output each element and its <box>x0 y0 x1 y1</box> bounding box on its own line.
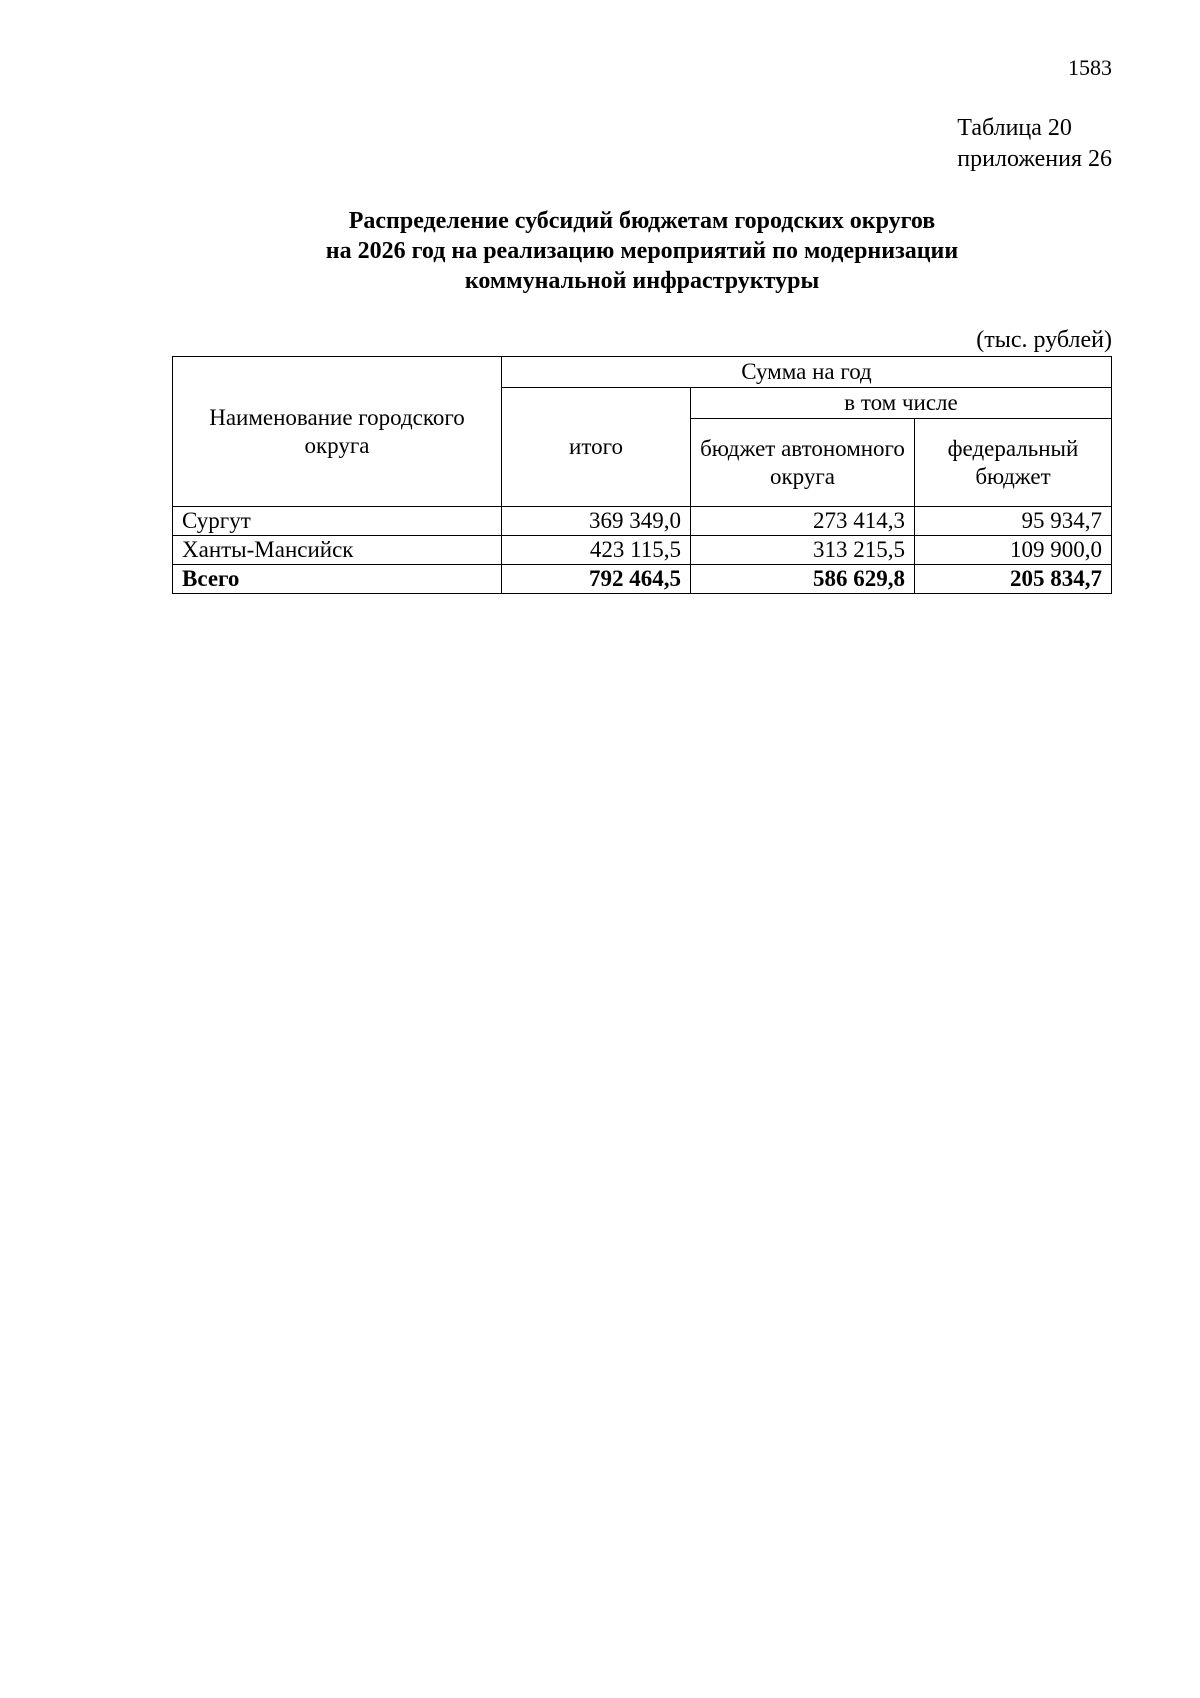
header-sum-year: Сумма на год <box>502 357 1112 388</box>
table-reference <box>957 113 1112 175</box>
document-title-line-1: Распределение субсидий бюджетам городских округов <box>348 208 936 234</box>
unit-note: (тыс. рублей) <box>976 327 1112 353</box>
cell-federal-total: 205 834,7 <box>915 565 1112 594</box>
document-title-line-2: на 2026 год на реализацию мероприятий по модернизации <box>325 238 959 264</box>
cell-total-label: Всего <box>173 565 502 594</box>
cell-total: 423 115,5 <box>502 536 691 565</box>
cell-federal: 109 900,0 <box>915 536 1112 565</box>
header-federal-budget: федеральный бюджет <box>915 419 1112 507</box>
table-row <box>173 507 1112 536</box>
cell-okrug: 273 414,3 <box>691 507 915 536</box>
table-row <box>173 536 1112 565</box>
cell-federal: 95 934,7 <box>915 507 1112 536</box>
total-row <box>173 565 1112 594</box>
cell-name: Сургут <box>173 507 502 536</box>
cell-okrug: 313 215,5 <box>691 536 915 565</box>
page-number: 1583 <box>1068 55 1112 80</box>
subsidy-table <box>172 356 1112 594</box>
table-reference-line-1: Таблица 20 <box>957 115 1072 141</box>
header-okrug-budget: бюджет автономного округа <box>691 419 915 507</box>
cell-grand-total: 792 464,5 <box>502 565 691 594</box>
header-total: итого <box>502 388 691 507</box>
cell-name: Ханты-Мансийск <box>173 536 502 565</box>
header-name: Наименование городского округа <box>173 357 502 507</box>
cell-total: 369 349,0 <box>502 507 691 536</box>
cell-okrug-total: 586 629,8 <box>691 565 915 594</box>
document-title-line-3: коммунальной инфраструктуры <box>464 268 820 294</box>
document-title <box>172 206 1112 296</box>
header-including: в том числе <box>691 388 1112 419</box>
table-reference-line-2: приложения 26 <box>957 146 1112 172</box>
